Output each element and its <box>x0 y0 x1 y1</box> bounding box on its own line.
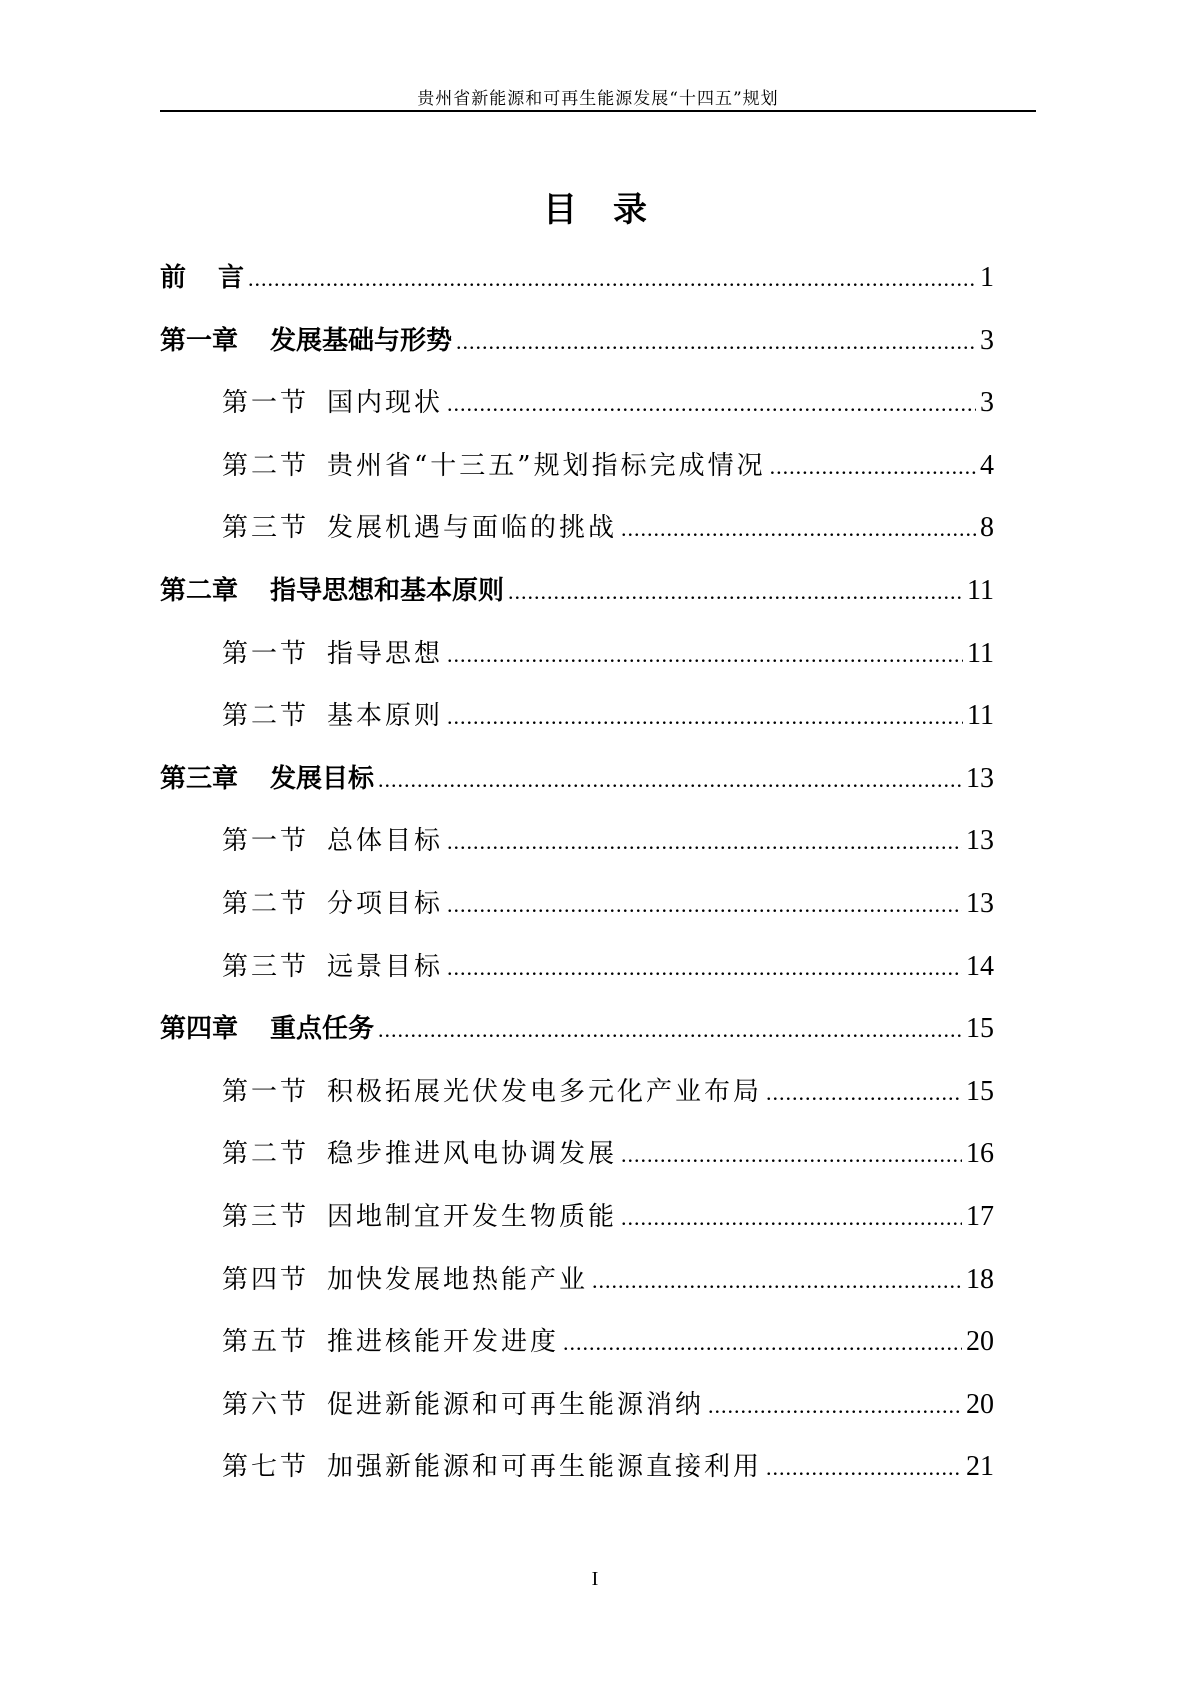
toc-entry-chapter-3[interactable] <box>160 748 994 811</box>
dot-leader <box>447 937 962 1000</box>
toc-entry-section-4-3[interactable] <box>160 1186 994 1249</box>
toc-entry-label <box>222 873 443 936</box>
dot-leader <box>770 436 976 499</box>
dot-leader <box>456 311 976 374</box>
toc-entry-title: 发展基础与形势 <box>270 325 453 356</box>
toc-entry-section-3-3[interactable] <box>160 936 994 999</box>
dot-leader <box>248 248 976 311</box>
dot-leader <box>621 498 976 561</box>
toc-entry-section-2-1[interactable] <box>160 623 994 686</box>
dot-leader <box>378 999 962 1062</box>
toc-entry-number: 第六节 <box>222 1389 310 1420</box>
dot-leader <box>563 1312 962 1375</box>
toc-entry-label <box>222 1311 559 1374</box>
toc-page-number: 15 <box>966 1013 994 1045</box>
dot-leader <box>592 1250 962 1313</box>
running-header: 贵州省新能源和可再生能源发展“十四五”规划 <box>417 89 779 109</box>
toc-entry-number: 第五节 <box>222 1327 310 1358</box>
toc-page-number: 16 <box>966 1138 994 1170</box>
toc-entry-label <box>222 685 443 748</box>
toc-page-number: 20 <box>966 1326 994 1358</box>
toc-page-number: 1 <box>980 262 994 293</box>
toc-entry-title: 言 <box>218 263 245 293</box>
toc-entry-section-1-3[interactable] <box>160 497 994 560</box>
toc-entry-label <box>222 936 443 999</box>
toc-page-number: 4 <box>980 449 994 481</box>
toc-entry-title: 国内现状 <box>327 388 444 419</box>
toc-entry-number: 第三节 <box>222 951 310 982</box>
toc-entry-number: 第一节 <box>222 638 310 669</box>
toc-entry-title: 贵州省“十三五”规划指标完成情况 <box>327 450 766 481</box>
dot-leader <box>447 373 976 436</box>
toc-entry-number: 第二节 <box>222 701 310 732</box>
toc-entry-label <box>222 1123 617 1186</box>
toc-entry-number: 第四章 <box>160 1014 239 1045</box>
toc-entry-section-3-2[interactable] <box>160 873 994 936</box>
toc-entry-number: 第三章 <box>160 763 239 794</box>
toc-title: 目录 <box>543 190 683 230</box>
dot-leader <box>621 1124 962 1187</box>
toc-entry-title: 基本原则 <box>327 701 444 732</box>
toc-entry-number: 第一节 <box>222 826 310 857</box>
toc-entry-label <box>222 497 617 560</box>
toc-entry-label <box>222 1374 704 1437</box>
dot-leader <box>447 624 963 687</box>
toc-entry-number: 第一节 <box>222 388 310 419</box>
toc-entry-title: 发展机遇与面临的挑战 <box>327 513 618 544</box>
toc-entry-number: 第一节 <box>222 1076 310 1107</box>
toc-page-number: 17 <box>966 1200 994 1232</box>
toc-entry-title: 加强新能源和可再生能源直接利用 <box>327 1452 763 1483</box>
toc-entry-section-4-4[interactable] <box>160 1249 994 1312</box>
toc-entry-number: 第三节 <box>222 513 310 544</box>
toc-entry-label <box>222 372 443 435</box>
toc-entry-title: 促进新能源和可再生能源消纳 <box>327 1389 705 1420</box>
toc-entry-title: 分项目标 <box>327 888 444 919</box>
toc-page-number: 3 <box>980 324 994 356</box>
toc-entry-number: 第二节 <box>222 450 310 481</box>
table-of-contents <box>160 247 994 1499</box>
toc-entry-label <box>160 247 244 310</box>
toc-entry-title: 积极拓展光伏发电多元化产业布局 <box>327 1076 763 1107</box>
toc-page-number: 11 <box>967 574 994 606</box>
toc-entry-number: 第二章 <box>160 575 239 606</box>
toc-entry-section-4-6[interactable] <box>160 1374 994 1437</box>
dot-leader <box>508 561 963 624</box>
dot-leader <box>447 874 962 937</box>
toc-page-number: 15 <box>966 1075 994 1107</box>
toc-page-number: 8 <box>980 512 994 544</box>
toc-entry-title: 推进核能开发进度 <box>327 1327 560 1358</box>
toc-entry-label <box>160 560 504 623</box>
toc-entry-section-4-2[interactable] <box>160 1123 994 1186</box>
toc-page-number: 21 <box>966 1451 994 1483</box>
dot-leader <box>378 749 962 812</box>
toc-entry-title: 加快发展地热能产业 <box>327 1264 589 1295</box>
dot-leader <box>766 1062 962 1125</box>
toc-entry-number: 第七节 <box>222 1452 310 1483</box>
toc-entry-section-1-2[interactable] <box>160 435 994 498</box>
toc-entry-chapter-1[interactable] <box>160 310 994 373</box>
toc-page-number: 3 <box>980 387 994 419</box>
toc-entry-label <box>222 1436 762 1499</box>
toc-page-number: 14 <box>966 950 994 982</box>
toc-entry-number: 第四节 <box>222 1264 310 1295</box>
toc-entry-number: 第二节 <box>222 888 310 919</box>
toc-entry-preface[interactable] <box>160 247 994 310</box>
toc-entry-label <box>222 1249 588 1312</box>
toc-entry-label <box>222 1061 762 1124</box>
toc-entry-number: 第三节 <box>222 1201 310 1232</box>
header-rule <box>160 110 1036 112</box>
toc-entry-title: 因地制宜开发生物质能 <box>327 1201 618 1232</box>
toc-entry-section-3-1[interactable] <box>160 810 994 873</box>
toc-entry-title: 重点任务 <box>270 1014 375 1045</box>
toc-entry-section-4-1[interactable] <box>160 1061 994 1124</box>
toc-entry-title: 远景目标 <box>327 951 444 982</box>
toc-entry-title: 稳步推进风电协调发展 <box>327 1139 618 1170</box>
toc-page-number: 13 <box>966 887 994 919</box>
toc-entry-title: 总体目标 <box>327 826 444 857</box>
toc-entry-chapter-4[interactable] <box>160 998 994 1061</box>
toc-page-number: 20 <box>966 1388 994 1420</box>
toc-entry-label <box>160 998 374 1061</box>
toc-entry-number: 第一章 <box>160 325 239 356</box>
dot-leader <box>447 811 962 874</box>
dot-leader <box>766 1437 962 1500</box>
toc-entry-title: 发展目标 <box>270 763 375 794</box>
toc-entry-label <box>160 310 452 373</box>
toc-entry-section-4-5[interactable] <box>160 1311 994 1374</box>
toc-entry-section-2-2[interactable] <box>160 685 994 748</box>
toc-entry-chapter-2[interactable] <box>160 560 994 623</box>
dot-leader <box>447 686 963 749</box>
toc-entry-title: 指导思想 <box>327 638 444 669</box>
dot-leader <box>621 1187 962 1250</box>
toc-entry-section-1-1[interactable] <box>160 372 994 435</box>
toc-page-number: 13 <box>966 825 994 857</box>
toc-entry-number: 前 <box>160 263 187 293</box>
toc-page-number: 18 <box>966 1263 994 1295</box>
toc-entry-number: 第二节 <box>222 1139 310 1170</box>
toc-page-number: 11 <box>967 637 994 669</box>
toc-entry-section-4-7[interactable] <box>160 1436 994 1499</box>
footer-page-number: I <box>591 1568 599 1590</box>
toc-entry-label <box>222 1186 617 1249</box>
toc-entry-label <box>222 623 443 686</box>
toc-entry-label <box>222 810 443 873</box>
toc-page-number: 13 <box>966 762 994 794</box>
toc-entry-label <box>222 435 766 498</box>
dot-leader <box>708 1375 962 1438</box>
toc-entry-title: 指导思想和基本原则 <box>270 575 505 606</box>
toc-entry-label <box>160 748 374 811</box>
toc-page-number: 11 <box>967 700 994 732</box>
